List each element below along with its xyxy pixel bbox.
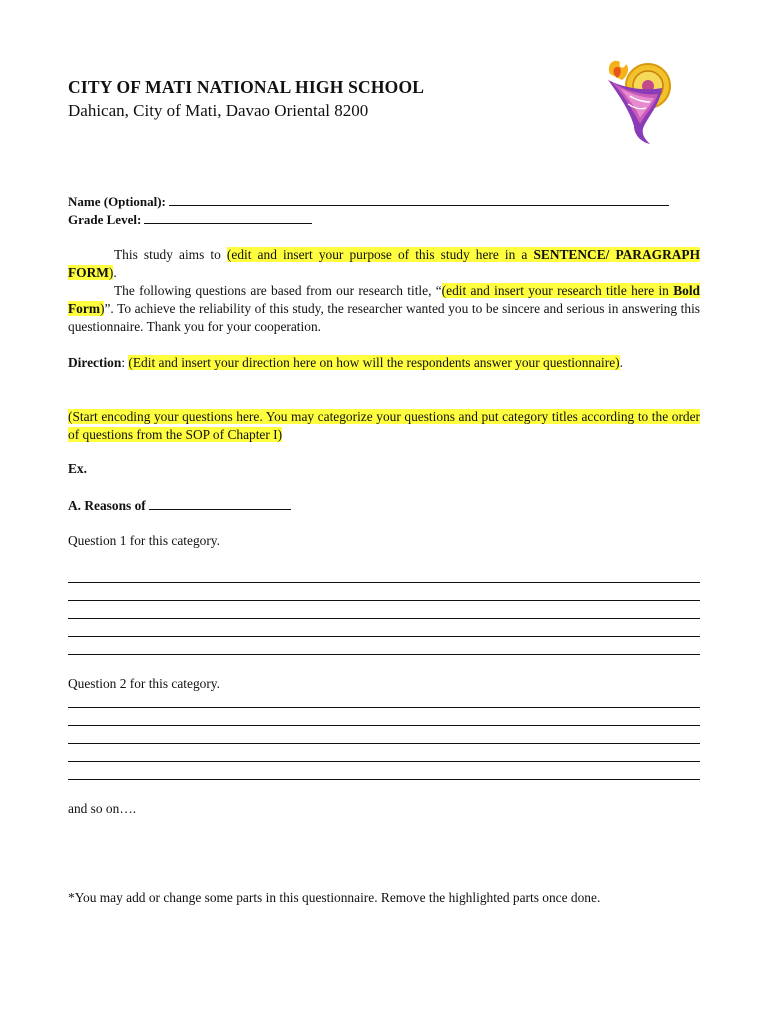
answer-line[interactable]	[68, 761, 700, 762]
answer-line[interactable]	[68, 582, 700, 583]
direction-label: Direction	[68, 355, 122, 370]
instructions-highlight: (Start encoding your questions here. You may categorize your questions and put category titles according to the order of questions from the SOP of Chapter I)	[68, 409, 700, 442]
answer-line[interactable]	[68, 618, 700, 619]
question-2-label: Question 2 for this category.	[68, 676, 220, 691]
closing-text: and so on….	[68, 801, 137, 816]
answer-line[interactable]	[68, 743, 700, 744]
category-heading: A. Reasons of	[68, 497, 291, 514]
answer-line[interactable]	[68, 654, 700, 655]
aim-highlight: (edit and insert your purpose of this study here in a SENTENCE/ PARAGRAPH FORM)	[68, 247, 700, 280]
question-1-label: Question 1 for this category.	[68, 533, 220, 548]
answer-line[interactable]	[68, 725, 700, 726]
grade-field-row	[68, 211, 312, 228]
name-label: Name (Optional):	[68, 194, 166, 209]
direction-highlight: (Edit and insert your direction here on how will the respondents answer your questionnaire)	[128, 355, 620, 370]
footnote: *You may add or change some parts in this questionnaire. Remove the highlighted parts once done.	[68, 890, 601, 905]
school-name: CITY OF MATI NATIONAL HIGH SCHOOL	[68, 77, 425, 97]
grade-level-input-line[interactable]	[144, 211, 312, 224]
torch-flame-logo-icon	[600, 56, 684, 146]
name-input-line[interactable]	[169, 193, 669, 206]
category-title-blank[interactable]	[149, 497, 291, 510]
answer-line[interactable]	[68, 779, 700, 780]
study-aim-paragraph: This study aims to (edit and insert your purpose of this study here in a SENTENCE/ PARAGRAPH FORM).	[68, 247, 700, 280]
research-title-paragraph: The following questions are based from our research title, “(edit and insert your research title here in Bold Form)”. To achieve the reliability of this study, the researcher wanted you to be sincere and serious in answering this questionnaire. Thank you for your cooperation.	[68, 283, 700, 334]
direction-paragraph: Direction: (Edit and insert your direction here on how will the respondents answer your questionnaire).	[68, 355, 623, 370]
example-label: Ex.	[68, 461, 87, 476]
instructions-paragraph	[68, 408, 700, 444]
answer-line[interactable]	[68, 636, 700, 637]
answer-line[interactable]	[68, 600, 700, 601]
name-field-row	[68, 193, 669, 210]
school-address: Dahican, City of Mati, Davao Oriental 8200	[68, 101, 369, 120]
answer-line[interactable]	[68, 707, 700, 708]
grade-level-label: Grade Level:	[68, 212, 142, 227]
title-highlight: (edit and insert your research title here in Bold Form)	[68, 283, 700, 316]
